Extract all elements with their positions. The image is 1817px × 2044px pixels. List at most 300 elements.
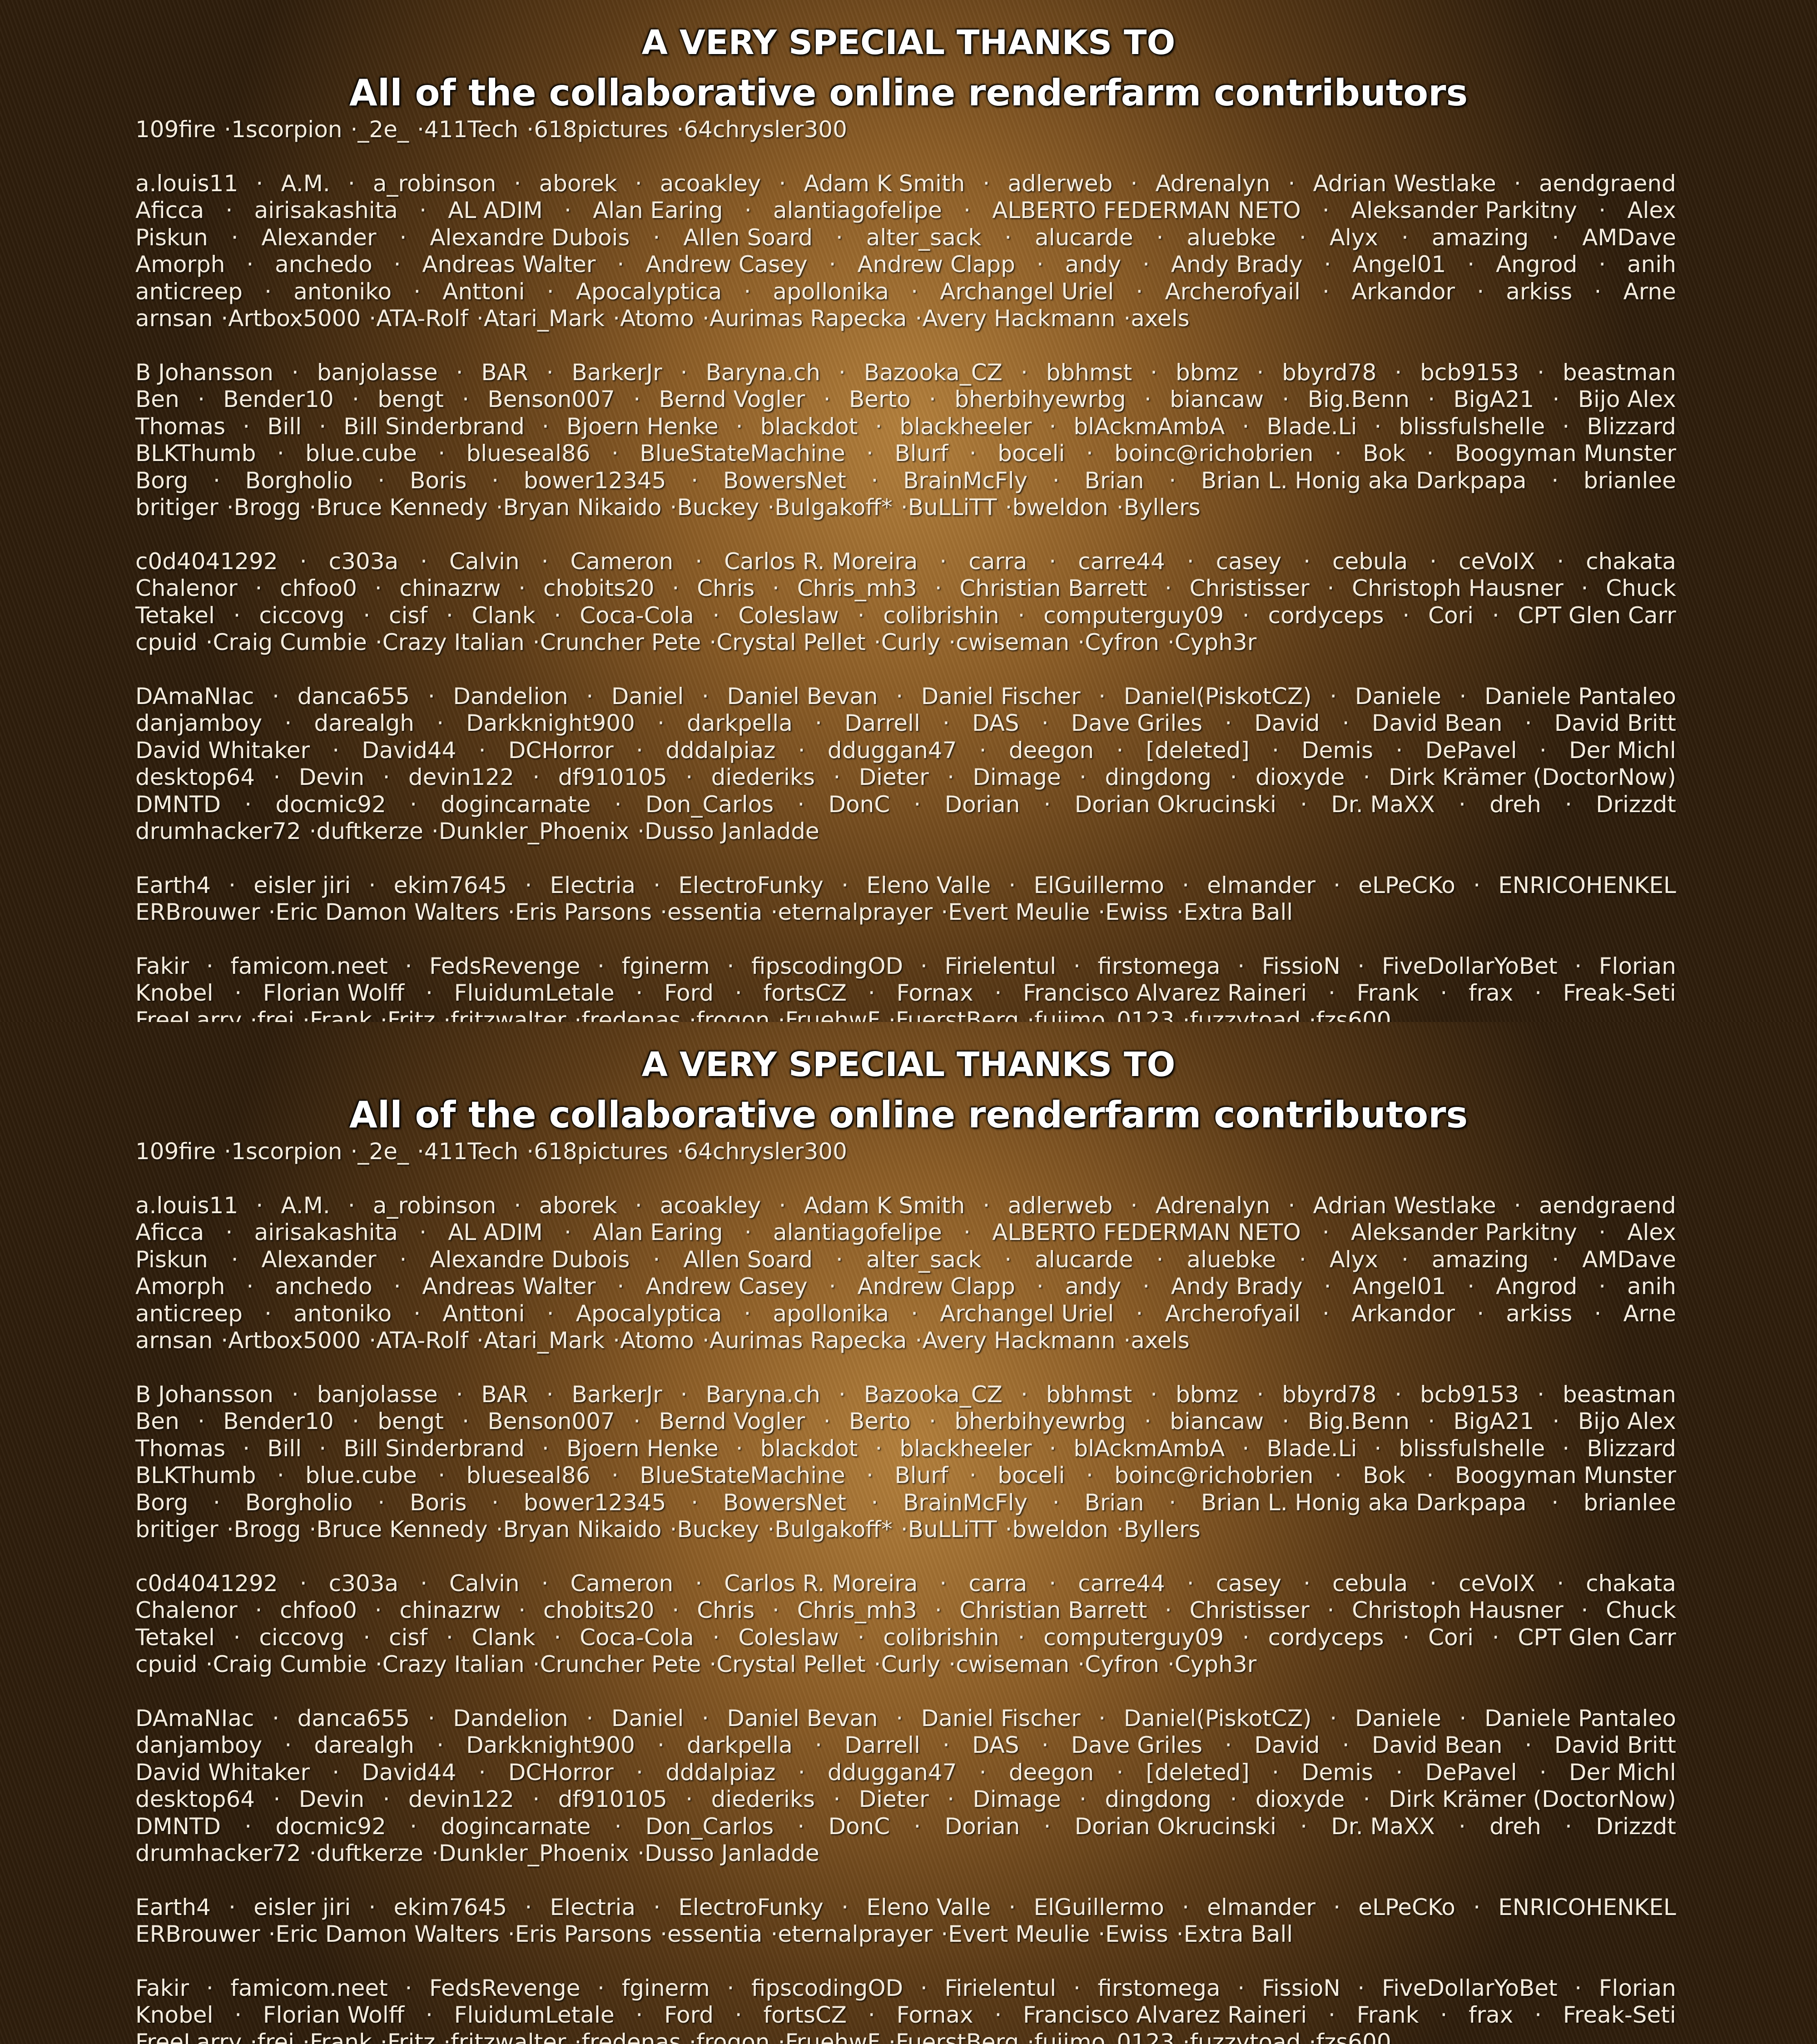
separator-dot: · xyxy=(1534,2002,1542,2029)
contributor-name: Piskun xyxy=(135,1246,208,1274)
separator-dot: · xyxy=(920,1975,928,2002)
contributor-name: Clank xyxy=(472,602,536,630)
contributor-name: Bok xyxy=(1363,1462,1405,1489)
contributor-name: fzs600 xyxy=(1316,1007,1391,1022)
contributor-name: essentia xyxy=(667,1921,762,1948)
separator-dot: · xyxy=(405,953,412,980)
contributor-name: blueseal86 xyxy=(467,440,591,467)
contributor-name: ElGuillermo xyxy=(1034,1894,1164,1921)
contributor-name: df910105 xyxy=(558,764,667,791)
contributor-name: Ford xyxy=(664,2002,714,2029)
contributor-name: Buckey xyxy=(677,1516,759,1543)
contributor-name: carra xyxy=(968,1570,1027,1597)
separator-dot: · xyxy=(417,116,424,144)
separator-dot: · xyxy=(983,1192,990,1220)
contributor-name: bbhmst xyxy=(1046,359,1132,387)
contributor-name: Crystal Pellet xyxy=(716,629,865,656)
contributor-name: FissioN xyxy=(1262,953,1340,980)
contributor-name: DePavel xyxy=(1425,1759,1517,1786)
contributor-name: Coleslaw xyxy=(738,602,839,630)
contributor-name: 109fire xyxy=(135,1138,216,1166)
separator-dot: · xyxy=(969,440,977,467)
contributor-name: Daniele Pantaleo xyxy=(1484,683,1676,710)
contributor-name: blackheeler xyxy=(899,1435,1032,1463)
separator-dot: · xyxy=(920,953,928,980)
contributor-name: eisler jiri xyxy=(253,1894,351,1921)
separator-dot: · xyxy=(1395,737,1403,764)
separator-dot: · xyxy=(871,467,878,495)
separator-dot: · xyxy=(709,1651,716,1678)
separator-dot: · xyxy=(657,1732,665,1759)
separator-dot: · xyxy=(1037,1273,1044,1300)
separator-dot: · xyxy=(405,1975,412,2002)
contributor-name: Calvin xyxy=(449,548,520,575)
separator-dot: · xyxy=(273,1786,280,1813)
contributor-name: David Britt xyxy=(1554,710,1676,737)
separator-dot: · xyxy=(255,575,263,602)
separator-dot: · xyxy=(866,440,874,467)
separator-dot: · xyxy=(913,1813,921,1841)
contributor-name: Alyx xyxy=(1330,224,1378,252)
contributor-name: eLPeCKo xyxy=(1358,872,1455,899)
contributor-name: Darkknight900 xyxy=(466,710,635,737)
contributor-name: Devin xyxy=(299,764,364,791)
separator-dot: · xyxy=(1557,548,1564,575)
contributor-name: Daniele xyxy=(1355,1705,1441,1732)
contributor-name: Avery Hackmann xyxy=(922,1327,1115,1354)
separator-dot: · xyxy=(1027,2029,1034,2044)
contributor-name: banjolasse xyxy=(317,1381,438,1409)
contributor-name: famicom.neet xyxy=(230,953,387,980)
separator-dot: · xyxy=(417,1138,424,1166)
separator-dot: · xyxy=(1374,1435,1381,1463)
contributor-name: Tetakel xyxy=(135,602,215,630)
separator-dot: · xyxy=(943,710,950,737)
contributor-name: Chuck xyxy=(1606,575,1676,602)
contributor-name: Allen Soard xyxy=(683,224,813,252)
separator-dot: · xyxy=(1599,251,1606,278)
contributor-name: ENRICOHENKEL xyxy=(1498,872,1676,899)
contributor-name: bower12345 xyxy=(524,1489,666,1517)
contributor-name: Drizzdt xyxy=(1596,791,1676,819)
contributor-name: fginerm xyxy=(622,953,710,980)
contributor-name: bbmz xyxy=(1176,1381,1238,1409)
contributor-name: ERBrouwer xyxy=(135,899,260,926)
separator-dot: · xyxy=(380,1007,387,1022)
separator-dot: · xyxy=(1049,1570,1056,1597)
separator-dot: · xyxy=(350,116,357,144)
separator-dot: · xyxy=(841,1894,849,1921)
contributor-name: Demis xyxy=(1301,737,1373,764)
contributor-name: Aurimas Rapecka xyxy=(710,305,907,332)
contributor-name: cwiseman xyxy=(956,629,1069,656)
separator-dot: · xyxy=(1574,1975,1582,2002)
contributor-name: Christian Barrett xyxy=(959,1597,1147,1624)
separator-dot: · xyxy=(1477,278,1484,306)
contributor-name: Devin xyxy=(299,1786,364,1813)
separator-dot: · xyxy=(1553,386,1560,413)
separator-dot: · xyxy=(695,1570,702,1597)
separator-dot: · xyxy=(446,602,453,630)
separator-dot: · xyxy=(1357,1975,1365,2002)
contributor-name: acoakley xyxy=(660,170,761,198)
contributor-name: Florian xyxy=(1599,1975,1676,2002)
separator-dot: · xyxy=(554,602,561,630)
separator-dot: · xyxy=(456,1381,463,1409)
thanks-heading: A VERY SPECIAL THANKS TO xyxy=(0,1042,1817,1087)
separator-dot: · xyxy=(1467,1273,1474,1300)
contributor-name: Bruce Kennedy xyxy=(316,1516,487,1543)
separator-dot: · xyxy=(948,629,956,656)
separator-dot: · xyxy=(227,494,234,521)
contributor-name: Boris xyxy=(410,467,467,495)
separator-dot: · xyxy=(689,2029,696,2044)
contributor-name: Chris_mh3 xyxy=(797,575,917,602)
contributor-name: eternalprayer xyxy=(778,1921,933,1948)
separator-dot: · xyxy=(1374,413,1381,441)
contributor-name: Christisser xyxy=(1190,1597,1310,1624)
contributor-name: BowersNet xyxy=(723,1489,846,1517)
separator-dot: · xyxy=(727,953,734,980)
separator-dot: · xyxy=(1514,1192,1521,1220)
separator-dot: · xyxy=(1594,278,1602,306)
contributor-name: Blizzard xyxy=(1587,413,1676,441)
contributor-name: Ford xyxy=(664,980,714,1007)
separator-dot: · xyxy=(525,1894,532,1921)
contributor-name: bcb9153 xyxy=(1420,1381,1519,1409)
separator-dot: · xyxy=(1492,1624,1499,1652)
separator-dot: · xyxy=(1042,1732,1049,1759)
contributor-name: Don_Carlos xyxy=(645,1813,774,1841)
separator-dot: · xyxy=(833,1786,840,1813)
separator-dot: · xyxy=(437,710,444,737)
contributor-name: carra xyxy=(968,548,1027,575)
separator-dot: · xyxy=(1402,1624,1410,1652)
contributor-name: fujimo_0123 xyxy=(1034,1007,1175,1022)
contributor-name: Alex xyxy=(1627,197,1676,224)
contributor-name: c303a xyxy=(329,548,399,575)
separator-dot: · xyxy=(1183,2029,1190,2044)
contributor-name: Drizzdt xyxy=(1596,1813,1676,1841)
contributor-name: blackdot xyxy=(760,413,858,441)
separator-dot: · xyxy=(1342,1732,1350,1759)
separator-dot: · xyxy=(1288,170,1295,198)
contributor-name: Coleslaw xyxy=(738,1624,839,1652)
contributor-name: Boogyman Munster xyxy=(1455,1462,1676,1489)
separator-dot: · xyxy=(1430,548,1437,575)
contributor-name: DAS xyxy=(972,710,1019,737)
separator-dot: · xyxy=(1177,1921,1184,1948)
separator-dot: · xyxy=(309,1840,317,1867)
separator-dot: · xyxy=(1008,1894,1016,1921)
separator-dot: · xyxy=(1044,1813,1051,1841)
separator-dot: · xyxy=(1230,764,1237,791)
separator-dot: · xyxy=(611,440,619,467)
contributor-name: banjolasse xyxy=(317,359,438,387)
contributor-name: FreeLarry xyxy=(135,1007,242,1022)
separator-dot: · xyxy=(292,359,299,387)
contributor-name: cebula xyxy=(1332,1570,1408,1597)
contributor-name: firstomega xyxy=(1097,953,1220,980)
contributor-name: Dave Griles xyxy=(1071,710,1202,737)
separator-dot: · xyxy=(1551,467,1559,495)
contributor-name: aborek xyxy=(539,1192,617,1220)
separator-dot: · xyxy=(1525,710,1532,737)
contributor-name: Earth4 xyxy=(135,1894,211,1921)
contributor-name: frogon xyxy=(696,2029,770,2044)
contributor-name: BAR xyxy=(481,359,528,387)
contributor-name: Cameron xyxy=(570,1570,673,1597)
separator-dot: · xyxy=(369,1894,376,1921)
contributor-name: Alexandre Dubois xyxy=(430,1246,630,1274)
separator-dot: · xyxy=(224,116,231,144)
separator-dot: · xyxy=(941,899,948,926)
contributor-name: dioxyde xyxy=(1256,764,1345,791)
contributor-name: blue.cube xyxy=(305,440,417,467)
separator-dot: · xyxy=(660,899,667,926)
contributor-name: CPT Glen Carr xyxy=(1518,1624,1676,1652)
contributor-name: colibrishin xyxy=(883,1624,999,1652)
contributor-name: ATA-Rolf xyxy=(376,305,468,332)
contributor-name: ciccovg xyxy=(259,602,344,630)
contributor-name: Extra Ball xyxy=(1184,1921,1293,1948)
separator-dot: · xyxy=(611,1462,619,1489)
contributor-name: blackheeler xyxy=(899,413,1032,441)
contributor-name: Chalenor xyxy=(135,575,238,602)
contributor-name: David xyxy=(1254,1732,1320,1759)
separator-dot: · xyxy=(292,1381,299,1409)
separator-dot: · xyxy=(426,2002,433,2029)
contributor-name: FiveDollarYoBet xyxy=(1382,1975,1558,2002)
contributor-name: carre44 xyxy=(1078,1570,1165,1597)
contributor-name: Bok xyxy=(1363,440,1405,467)
contributor-name: Curly xyxy=(881,629,941,656)
separator-dot: · xyxy=(1324,251,1331,278)
separator-dot: · xyxy=(319,1435,326,1463)
contributor-name: Anttoni xyxy=(442,1300,525,1328)
contributor-name: cisf xyxy=(389,1624,427,1652)
contributor-name: Christisser xyxy=(1190,575,1310,602)
separator-dot: · xyxy=(1492,602,1499,630)
contributor-name: Craig Cumbie xyxy=(213,1651,367,1678)
contributor-name: Evert Meulie xyxy=(948,899,1090,926)
contributor-name: Craig Cumbie xyxy=(213,629,367,656)
contributor-name: Daniel(PiskotCZ) xyxy=(1124,683,1312,710)
separator-dot: · xyxy=(1363,1786,1370,1813)
separator-dot: · xyxy=(1467,251,1474,278)
contributor-name: Dirk Krämer (DoctorNow) xyxy=(1389,764,1676,791)
separator-dot: · xyxy=(541,1570,549,1597)
separator-dot: · xyxy=(244,791,252,819)
separator-dot: · xyxy=(1426,440,1434,467)
contributor-name: FedsRevenge xyxy=(429,1975,580,2002)
separator-dot: · xyxy=(779,1192,786,1220)
separator-dot: · xyxy=(597,1975,605,2002)
separator-dot: · xyxy=(836,224,843,252)
separator-dot: · xyxy=(745,1219,752,1246)
separator-dot: · xyxy=(1309,2029,1316,2044)
separator-dot: · xyxy=(1130,170,1137,198)
contributor-name: Eric Damon Walters xyxy=(276,1921,500,1948)
contributor-name: Bazooka_CZ xyxy=(864,1381,1003,1409)
separator-dot: · xyxy=(514,1192,521,1220)
separator-dot: · xyxy=(1150,1381,1157,1409)
separator-dot: · xyxy=(689,1007,696,1022)
contributor-name: biancaw xyxy=(1170,1408,1264,1435)
contributor-name: essentia xyxy=(667,899,762,926)
contributor-name: ceVoIX xyxy=(1459,548,1535,575)
contributor-name: Bijo Alex xyxy=(1578,1408,1676,1435)
separator-dot: · xyxy=(532,764,540,791)
contributor-name: computerguy09 xyxy=(1043,602,1224,630)
contributor-name: Ewiss xyxy=(1105,899,1168,926)
contributor-name: chobits20 xyxy=(543,1597,655,1624)
contributor-name: FedsRevenge xyxy=(429,953,580,980)
contributor-name: David Britt xyxy=(1554,1732,1676,1759)
separator-dot: · xyxy=(1402,602,1410,630)
separator-dot: · xyxy=(1052,1489,1060,1517)
contributor-name: Adrenalyn xyxy=(1156,170,1271,198)
contributor-name: bcb9153 xyxy=(1420,359,1519,387)
separator-dot: · xyxy=(702,1327,710,1354)
contributor-name: Daniel Bevan xyxy=(727,1705,878,1732)
separator-dot: · xyxy=(736,1435,743,1463)
separator-dot: · xyxy=(1187,548,1194,575)
separator-dot: · xyxy=(637,1840,645,1867)
contributor-name: Big.Benn xyxy=(1308,386,1410,413)
contributor-name: BLKThumb xyxy=(135,440,256,467)
separator-dot: · xyxy=(206,953,213,980)
separator-dot: · xyxy=(824,386,831,413)
separator-dot: · xyxy=(778,1007,785,1022)
separator-dot: · xyxy=(446,1624,453,1652)
contributor-name: Electria xyxy=(550,872,635,899)
separator-dot: · xyxy=(979,737,987,764)
separator-dot: · xyxy=(833,764,840,791)
separator-dot: · xyxy=(1187,1570,1194,1597)
separator-dot: · xyxy=(841,872,849,899)
contributor-name: Cyfron xyxy=(1085,1651,1159,1678)
contributor-name: bengt xyxy=(377,386,444,413)
separator-dot: · xyxy=(1395,1381,1402,1409)
separator-dot: · xyxy=(702,683,709,710)
contributor-name: dduggan47 xyxy=(828,1759,957,1786)
separator-dot: · xyxy=(767,494,774,521)
contributor-name: Francisco Alvarez Raineri xyxy=(1023,2002,1307,2029)
separator-dot: · xyxy=(1117,1516,1124,1543)
separator-dot: · xyxy=(839,1381,846,1409)
contributor-name: Artbox5000 xyxy=(228,305,361,332)
contributor-name: elmander xyxy=(1207,1894,1316,1921)
contributor-name: Daniel Fischer xyxy=(921,1705,1081,1732)
contributor-name: Dirk Krämer (DoctorNow) xyxy=(1389,1786,1676,1813)
separator-dot: · xyxy=(319,413,326,441)
separator-dot: · xyxy=(198,386,205,413)
separator-dot: · xyxy=(234,980,242,1007)
contributor-name: Calvin xyxy=(449,1570,520,1597)
contributor-name: AL ADIM xyxy=(448,197,543,224)
contributor-name: fipscodingOD xyxy=(751,953,903,980)
contributor-name: antoniko xyxy=(293,278,392,306)
contributor-name: Angrod xyxy=(1496,251,1577,278)
contributor-name: chfoo0 xyxy=(280,1597,357,1624)
separator-dot: · xyxy=(375,1651,382,1678)
contributor-name: 109fire xyxy=(135,116,216,144)
separator-dot: · xyxy=(948,1651,956,1678)
separator-dot: · xyxy=(1534,980,1542,1007)
separator-dot: · xyxy=(1440,980,1447,1007)
contributor-name: Andy Brady xyxy=(1171,251,1303,278)
contributor-name: Bryan Nikaido xyxy=(503,494,662,521)
contributor-name: a.louis11 xyxy=(135,1192,238,1220)
separator-dot: · xyxy=(363,1624,370,1652)
separator-dot: · xyxy=(1357,953,1365,980)
contributor-name: Fritz xyxy=(387,1007,435,1022)
contributor-name: Borgholio xyxy=(245,1489,353,1517)
contributor-name: Dr. MaXX xyxy=(1331,1813,1435,1841)
contributor-name: arkiss xyxy=(1506,1300,1572,1328)
contributor-name: A.M. xyxy=(281,170,330,198)
contributor-name: 64chrysler300 xyxy=(684,116,847,144)
contributor-name: brianlee xyxy=(1584,467,1676,495)
contributor-name: Fritz xyxy=(387,2029,435,2044)
contributor-name: Dimage xyxy=(973,1786,1061,1813)
separator-dot: · xyxy=(1328,2002,1335,2029)
contributor-name: Crystal Pellet xyxy=(716,1651,865,1678)
contributor-name: Alex xyxy=(1627,1219,1676,1246)
separator-dot: · xyxy=(233,1624,241,1652)
separator-dot: · xyxy=(633,1408,640,1435)
separator-dot: · xyxy=(736,413,743,441)
separator-dot: · xyxy=(438,440,445,467)
contributor-name: blissfulshelle xyxy=(1399,1435,1545,1463)
contributor-name: a_robinson xyxy=(373,170,496,198)
contributor-name: colibrishin xyxy=(883,602,999,630)
contributor-name: Atomo xyxy=(620,305,694,332)
separator-dot: · xyxy=(1299,1246,1306,1274)
separator-dot: · xyxy=(1553,1408,1560,1435)
separator-dot: · xyxy=(929,386,936,413)
contributor-name: danca655 xyxy=(298,1705,410,1732)
separator-dot: · xyxy=(255,1597,263,1624)
separator-dot: · xyxy=(871,1489,878,1517)
contributor-name: Brian xyxy=(1084,1489,1144,1517)
separator-dot: · xyxy=(709,629,716,656)
contributor-name: Archangel Uriel xyxy=(940,278,1114,306)
separator-dot: · xyxy=(352,386,359,413)
separator-dot: · xyxy=(244,1813,252,1841)
contributor-name: Dorian Okrucinski xyxy=(1075,791,1276,819)
contributor-name: BAR xyxy=(481,1381,528,1409)
separator-dot: · xyxy=(419,197,427,224)
contributor-name: BlueStateMachine xyxy=(640,440,845,467)
separator-dot: · xyxy=(413,1300,421,1328)
contributor-name: chfoo0 xyxy=(280,575,357,602)
separator-dot: · xyxy=(303,1007,310,1022)
separator-dot: · xyxy=(839,359,846,387)
separator-dot: · xyxy=(1335,440,1342,467)
contributor-name: DCHorror xyxy=(508,737,614,764)
contributor-name: frei xyxy=(257,2029,294,2044)
separator-dot: · xyxy=(586,1705,593,1732)
contributor-name: DCHorror xyxy=(508,1759,614,1786)
separator-dot: · xyxy=(350,1138,357,1166)
separator-dot: · xyxy=(815,710,822,737)
contributor-name: bweldon xyxy=(1012,1516,1108,1543)
contributor-name: Florian xyxy=(1599,953,1676,980)
separator-dot: · xyxy=(1004,224,1012,252)
contributor-name: Big.Benn xyxy=(1308,1408,1410,1435)
